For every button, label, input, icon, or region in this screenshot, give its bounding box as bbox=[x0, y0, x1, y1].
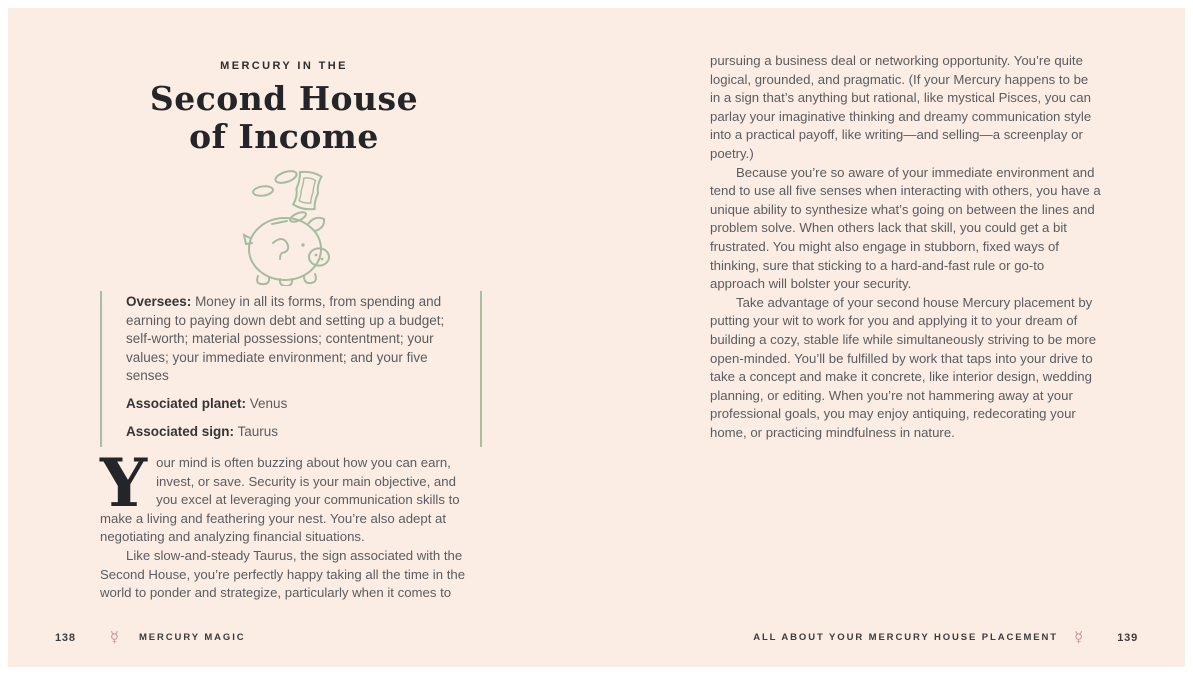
piggy-bank-illustration bbox=[218, 168, 368, 286]
page-title-line1: Second House bbox=[149, 79, 419, 118]
section-eyebrow: MERCURY IN THE bbox=[220, 60, 348, 72]
right-paragraph-2: Because you’re so aware of your immediate environment and tend to use all five senses when interacting with others, you have a unique ability to synthesize what’s going on between the lines and problem solve. When others lack that skill, you could get a bit frustrated. You might also engage in stubborn, fixed ways of thinking, sure that sticking to a hard-and-fast rule or go-to approach will bolster your security. bbox=[710, 164, 1101, 292]
right-paragraph-1: pursuing a business deal or networking opportunity. You’re quite logical, grounded, and pragmatic. (If your Mercury happens to be in a sign that’s anything but rational, like mystical Pisces, you can parlay your imaginative thinking and dreamy communication style into a practical payoff, like writing—and selling—a screenplay or poetry.) bbox=[710, 53, 1092, 161]
mercury-symbol-icon: ☿ bbox=[109, 628, 119, 646]
left-page-body bbox=[100, 444, 472, 603]
left-paragraph-1-text: our mind is often buzzing about how you can earn, invest, or save. Security is your main objective, and you excel at leveraging your communication skills to make a living and feathering your nest. You’re also adept at negotiating and analyzing financial situations. bbox=[100, 455, 460, 545]
associated-planet-label: Associated planet: bbox=[126, 395, 247, 411]
right-page-footer bbox=[753, 630, 1138, 645]
left-running-head: MERCURY MAGIC bbox=[138, 632, 246, 643]
oversees-label: Oversees: bbox=[126, 294, 192, 309]
associated-sign-line bbox=[126, 423, 472, 442]
associated-planet-value: Venus bbox=[246, 395, 288, 411]
left-paragraph-2: Like slow-and-steady Taurus, the sign associated with the Second House, you’re perfectly happy taking all the time in the world to ponder and strategize, particularly when it comes to bbox=[100, 547, 466, 601]
book-spread bbox=[8, 8, 1185, 667]
house-info-box bbox=[100, 291, 482, 447]
page-title-line2: of Income bbox=[189, 117, 379, 156]
right-paragraph-3: Take advantage of your second house Mercury placement by putting your wit to work for you and applying it to your dream of building a cozy, stable life while simultaneously striving to be more open-minded. You’ll be fulfilled by work that taps into your drive to take a concept and make it concrete, like interior design, wedding planning, or editing. When you’re not hammering away at your professional goals, you may enjoy antiquing, redecorating your home, or practicing mindfulness in nature. bbox=[710, 294, 1097, 440]
right-running-head: ALL ABOUT YOUR MERCURY HOUSE PLACEMENT bbox=[753, 632, 1059, 643]
left-page-footer bbox=[55, 630, 246, 645]
drop-cap: Y bbox=[100, 444, 148, 522]
left-paragraph-1 bbox=[100, 444, 472, 547]
mercury-symbol-icon: ☿ bbox=[1074, 628, 1084, 646]
associated-planet-line bbox=[126, 395, 472, 414]
oversees-line bbox=[126, 293, 472, 386]
oversees-text: Money in all its forms, from spending and earning to paying down debt and setting up a budget; self-worth; material possessions; contentment; your values; your immediate environment; and your five senses bbox=[126, 294, 445, 384]
page-title bbox=[60, 80, 508, 156]
associated-sign-label: Associated sign: bbox=[126, 423, 235, 439]
right-page-number: 139 bbox=[1117, 631, 1138, 644]
right-page-body bbox=[710, 52, 1102, 442]
associated-sign-value: Taurus bbox=[234, 423, 279, 439]
left-page-number: 138 bbox=[55, 631, 76, 644]
